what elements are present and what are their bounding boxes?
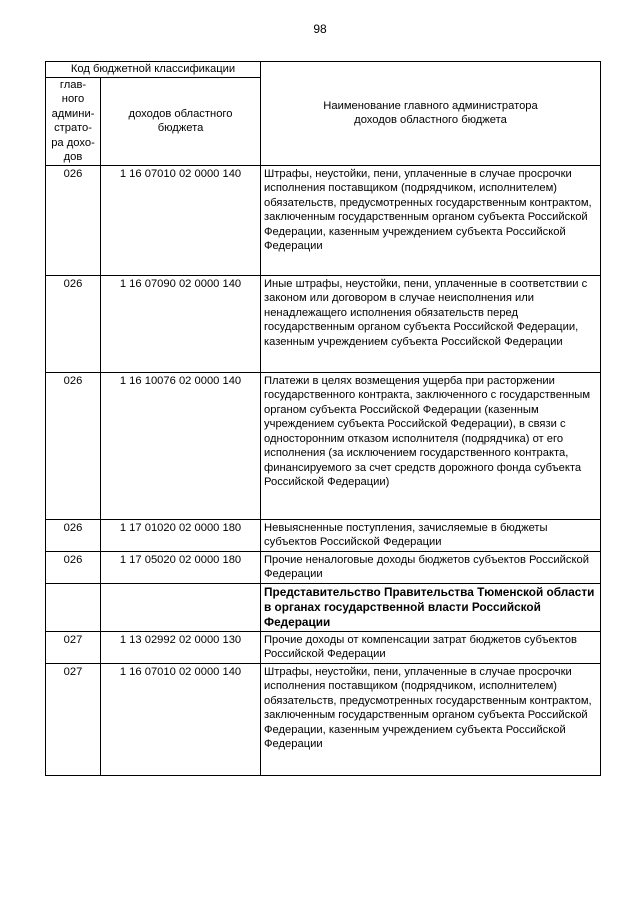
income-name-cell: Платежи в целях возмещения ущерба при расторжении государственного контракта, заключенного с государственным органом субъекта Российской Федерации (казенным учреждением субъекта Российской Федерации), в связи с односторонним отказом исполнителя (подрядчика) от его исполнения (за исключением государственного контракта, финансируемого за счет средств дорожного фонда субъекта Российской Федерации) <box>261 372 601 519</box>
income-name-cell: Невыясненные поступления, зачисляемые в бюджеты субъектов Российской Федерации <box>261 519 601 551</box>
income-code-cell <box>101 583 261 631</box>
table-body <box>46 165 601 775</box>
admin-code-cell <box>46 583 101 631</box>
income-name-cell: Штрафы, неустойки, пени, уплаченные в случае просрочки исполнения поставщиком (подрядчиком, исполнителем) обязательств, предусмотренных государственным контрактом, заключенным государственным органом субъекта Российской Федерации, казенным учреждением субъекта Российской Федерации <box>261 165 601 275</box>
page-number: 98 <box>313 22 327 36</box>
income-code-cell: 1 13 02992 02 0000 130 <box>101 631 261 663</box>
administrator-title-cell: Представительство Правительства Тюменской области в органах государственной власти Российской Федерации <box>261 583 601 631</box>
header-income-code: доходов областного бюджета <box>101 77 261 165</box>
admin-code-cell: 026 <box>46 372 101 519</box>
table-row <box>46 165 601 275</box>
income-name-cell: Прочие неналоговые доходы бюджетов субъектов Российской Федерации <box>261 551 601 583</box>
income-name-cell: Прочие доходы от компенсации затрат бюджетов субъектов Российской Федерации <box>261 631 601 663</box>
table-row <box>46 372 601 519</box>
income-code-cell: 1 17 01020 02 0000 180 <box>101 519 261 551</box>
table-row <box>46 519 601 551</box>
income-code-cell: 1 16 07090 02 0000 140 <box>101 275 261 372</box>
admin-code-cell: 027 <box>46 663 101 775</box>
income-code-cell: 1 17 05020 02 0000 180 <box>101 551 261 583</box>
table-row <box>46 551 601 583</box>
admin-code-cell: 027 <box>46 631 101 663</box>
admin-code-cell: 026 <box>46 275 101 372</box>
table-row <box>46 275 601 372</box>
admin-code-cell: 026 <box>46 551 101 583</box>
income-name-cell: Штрафы, неустойки, пени, уплаченные в случае просрочки исполнения поставщиком (подрядчиком, исполнителем) обязательств, предусмотренных государственным контрактом, заключенным государственным органом субъекта Российской Федерации, казенным учреждением субъекта Российской Федерации <box>261 663 601 775</box>
header-main-administrator: глав- ного админи- страто- ра дохо- дов <box>46 77 101 165</box>
income-name-cell: Иные штрафы, неустойки, пени, уплаченные в соответствии с законом или договором в случае неисполнения или ненадлежащего исполнения обязательств перед государственным органом субъекта Российской Федерации, казенным учреждением субъекта Российской Федерации <box>261 275 601 372</box>
table-row <box>46 631 601 663</box>
income-code-cell: 1 16 10076 02 0000 140 <box>101 372 261 519</box>
income-code-cell: 1 16 07010 02 0000 140 <box>101 663 261 775</box>
admin-code-cell: 026 <box>46 165 101 275</box>
admin-code-cell: 026 <box>46 519 101 551</box>
table-row <box>46 663 601 775</box>
income-code-cell: 1 16 07010 02 0000 140 <box>101 165 261 275</box>
header-administrator-name: Наименование главного администратора доходов областного бюджета <box>261 62 601 166</box>
header-budget-classification-code: Код бюджетной классификации <box>46 62 261 78</box>
budget-classification-table <box>45 61 601 776</box>
table-row <box>46 583 601 631</box>
